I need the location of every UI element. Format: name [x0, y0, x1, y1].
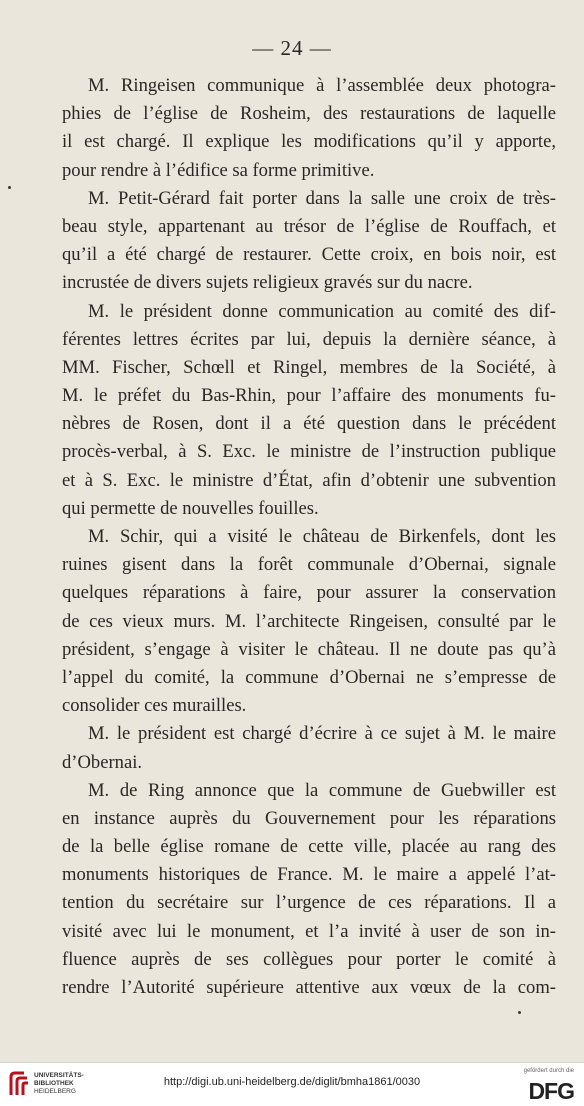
- text-line: monuments historiques de France. M. le maire a appelé l’at-: [62, 864, 556, 886]
- page-number: — 24 —: [252, 36, 332, 60]
- paper-speck: [518, 1011, 521, 1014]
- text-line: l’appel du comité, la commune d’Obernai ne s’empresse de: [62, 666, 556, 688]
- paper-speck: [8, 186, 11, 189]
- text-line: procès-verbal, à S. Exc. le ministre de l’instruction publique: [62, 441, 556, 463]
- paragraph-6: [62, 777, 556, 1003]
- institution-line: BIBLIOTHEK: [34, 1080, 74, 1087]
- paragraph-1: [62, 72, 556, 185]
- funding-note: gefördert durch die: [523, 1068, 574, 1074]
- text-line: incrustée de divers sujets religieux gravés sur du nacre.: [62, 272, 473, 294]
- text-line: phies de l’église de Rosheim, des restaurations de laquelle: [62, 103, 556, 125]
- text-line: visité avec lui le monument, et l’a invité à user de son in-: [62, 920, 556, 942]
- permalink-url[interactable]: http://digi.ub.uni-heidelberg.de/diglit/bmha1861/0030: [163, 1076, 421, 1088]
- text-line: en instance auprès du Gouvernement pour les réparations: [62, 807, 556, 829]
- text-line: président, s’engage à visiter le château. Il ne doute pas qu’à: [62, 638, 556, 660]
- text-line: d’Obernai.: [62, 751, 143, 773]
- text-line: M. de Ring annonce que la commune de Guebwiller est: [88, 779, 556, 801]
- paragraph-2: [62, 185, 556, 298]
- text-line: de ces vieux murs. M. l’architecte Ringeisen, consulté par le: [62, 610, 556, 632]
- paragraph-3: [62, 298, 556, 524]
- text-line: M. le président est chargé d’écrire à ce sujet à M. le maire: [88, 723, 556, 745]
- text-line: il est chargé. Il explique les modifications qu’il y apporte,: [62, 131, 556, 153]
- text-line: M. le président donne communication au comité des dif-: [88, 300, 556, 322]
- text-line: qu’il a été chargé de restaurer. Cette croix, en bois noir, est: [62, 244, 556, 266]
- institution-line: UNIVERSITÄTS-: [34, 1072, 84, 1079]
- paragraph-5: [62, 720, 556, 776]
- text-line: M. Petit-Gérard fait porter dans la salle une croix de très-: [88, 187, 556, 209]
- institution-line: HEIDELBERG: [34, 1088, 76, 1095]
- text-line: ruines gisent dans la forêt communale d’Obernai, signale: [62, 554, 556, 576]
- text-line: quelques réparations à faire, pour assurer la conservation: [62, 582, 556, 604]
- viewer-footer: [0, 1062, 584, 1106]
- text-line: nèbres de Rosen, dont il a été question dans le précédent: [62, 413, 556, 435]
- body-text: [62, 72, 556, 1002]
- text-line: M. Schir, qui a visité le château de Birkenfels, dont les: [88, 526, 556, 547]
- text-line: pour rendre à l’édifice sa forme primitive.: [62, 159, 375, 181]
- text-line: tention du secrétaire sur l’urgence de ces réparations. Il a: [62, 892, 556, 914]
- text-line: de la belle église romane de cette ville, placée au rang des: [62, 836, 556, 858]
- text-line: MM. Fischer, Schœll et Ringel, membres de la Société, à: [62, 356, 556, 378]
- text-line: rendre l’Autorité supérieure attentive aux vœux de la com-: [62, 977, 556, 998]
- text-line: férentes lettres écrites par lui, depuis la dernière séance, à: [62, 328, 556, 350]
- text-line: et à S. Exc. le ministre d’État, afin d’obtenir une subvention: [62, 469, 556, 491]
- text-line: qui permette de nouvelles fouilles.: [62, 497, 319, 519]
- dfg-logo: DFG: [528, 1078, 574, 1104]
- paragraph-4: [62, 523, 556, 720]
- text-line: beau style, appartenant au trésor de l’église de Rouffach, et: [62, 215, 556, 237]
- text-line: fluence auprès de ses collègues pour porter le comité à: [62, 948, 556, 970]
- text-line: M. Ringeisen communique à l’assemblée deux photogra-: [88, 75, 556, 96]
- text-line: M. le préfet du Bas-Rhin, pour l’affaire des monuments fu-: [62, 385, 556, 407]
- text-line: consolider ces murailles.: [62, 695, 247, 717]
